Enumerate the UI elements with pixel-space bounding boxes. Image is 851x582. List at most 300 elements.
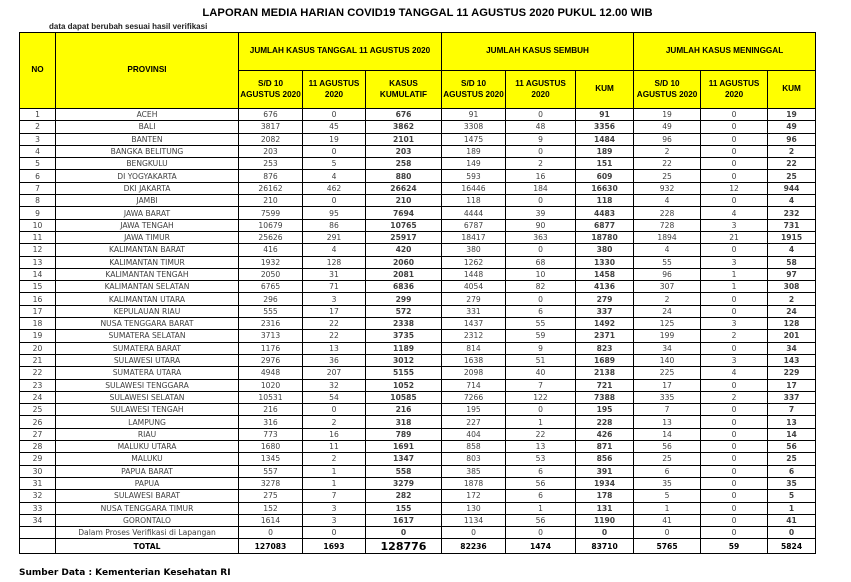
table-row: [20, 391, 816, 403]
meninggal-kum: 41: [768, 514, 816, 526]
kasus-kumulatif: 10585: [366, 391, 442, 403]
sembuh-sd10: 18417: [442, 231, 506, 243]
province-name: SUMATERA UTARA: [56, 367, 239, 379]
meninggal-hari: 0: [701, 465, 768, 477]
meninggal-kum: 731: [768, 219, 816, 231]
total-meninggal-kum: 5824: [768, 539, 816, 554]
province-name: PAPUA: [56, 477, 239, 489]
meninggal-sd10: 932: [634, 182, 701, 194]
kasus-kumulatif: 1189: [366, 342, 442, 354]
row-no: 33: [20, 502, 56, 514]
meninggal-hari: 0: [701, 133, 768, 145]
kasus-kumulatif: 3279: [366, 477, 442, 489]
kasus-sd10: 275: [239, 490, 303, 502]
kasus-hari: 22: [303, 330, 366, 342]
province-name: MALUKU UTARA: [56, 441, 239, 453]
meninggal-sd10: 24: [634, 305, 701, 317]
table-row: [20, 416, 816, 428]
kasus-sd10: 1345: [239, 453, 303, 465]
kasus-sd10: 1680: [239, 441, 303, 453]
meninggal-kum: 1915: [768, 231, 816, 243]
meninggal-hari: 21: [701, 231, 768, 243]
sembuh-kum: 1330: [576, 256, 634, 268]
row-no: 18: [20, 318, 56, 330]
kasus-hari: 4: [303, 244, 366, 256]
province-name: KALIMANTAN TIMUR: [56, 256, 239, 268]
sembuh-hari: 0: [506, 109, 576, 121]
kasus-hari: 4: [303, 170, 366, 182]
sembuh-kum: 1492: [576, 318, 634, 330]
sembuh-hari: 6: [506, 305, 576, 317]
kasus-sd10: 2976: [239, 354, 303, 366]
meninggal-kum: 2: [768, 293, 816, 305]
province-name: NUSA TENGGARA TIMUR: [56, 502, 239, 514]
table-row: [20, 453, 816, 465]
meninggal-kum: 34: [768, 342, 816, 354]
kasus-hari: 3: [303, 293, 366, 305]
sembuh-hari: 0: [506, 244, 576, 256]
kasus-kumulatif: 3862: [366, 121, 442, 133]
kasus-kumulatif: 420: [366, 244, 442, 256]
kasus-kumulatif: 26624: [366, 182, 442, 194]
meninggal-sd10: 140: [634, 354, 701, 366]
kasus-hari: 128: [303, 256, 366, 268]
table-row: [20, 170, 816, 182]
meninggal-sd10: 25: [634, 453, 701, 465]
province-name: SULAWESI BARAT: [56, 490, 239, 502]
kasus-kumulatif: 210: [366, 195, 442, 207]
sembuh-kum: 0: [576, 527, 634, 539]
sembuh-sd10: 814: [442, 342, 506, 354]
meninggal-sd10: 22: [634, 158, 701, 170]
total-label: TOTAL: [56, 539, 239, 554]
province-name: SULAWESI TENGGARA: [56, 379, 239, 391]
province-name: MALUKU: [56, 453, 239, 465]
meninggal-kum: 6: [768, 465, 816, 477]
kasus-hari: 5: [303, 158, 366, 170]
meninggal-hari: 0: [701, 158, 768, 170]
meninggal-hari: 3: [701, 219, 768, 231]
sembuh-sd10: 16446: [442, 182, 506, 194]
table-row: [20, 354, 816, 366]
sembuh-sd10: 130: [442, 502, 506, 514]
kasus-sd10: 10679: [239, 219, 303, 231]
sembuh-hari: 13: [506, 441, 576, 453]
sembuh-sd10: 2098: [442, 367, 506, 379]
row-no: 30: [20, 465, 56, 477]
meninggal-kum: 17: [768, 379, 816, 391]
sembuh-hari: 0: [506, 527, 576, 539]
meninggal-sd10: 1: [634, 502, 701, 514]
meninggal-hari: 0: [701, 293, 768, 305]
table-row: [20, 428, 816, 440]
sembuh-sd10: 189: [442, 145, 506, 157]
table-body: [20, 109, 816, 539]
meninggal-sd10: 25: [634, 170, 701, 182]
kasus-hari: 462: [303, 182, 366, 194]
kasus-kumulatif: 5155: [366, 367, 442, 379]
header-sembuh-kum: KUM: [576, 71, 634, 109]
meninggal-kum: 24: [768, 305, 816, 317]
meninggal-hari: 0: [701, 428, 768, 440]
kasus-hari: 2: [303, 453, 366, 465]
province-name: KALIMANTAN BARAT: [56, 244, 239, 256]
sembuh-sd10: 4444: [442, 207, 506, 219]
report-title: LAPORAN MEDIA HARIAN COVID19 TANGGAL 11 AGUSTUS 2020 PUKUL 12.00 WIB: [202, 7, 653, 19]
province-name: BANGKA BELITUNG: [56, 145, 239, 157]
province-name: DI YOGYAKARTA: [56, 170, 239, 182]
meninggal-hari: 0: [701, 195, 768, 207]
meninggal-kum: 35: [768, 477, 816, 489]
meninggal-hari: 0: [701, 305, 768, 317]
sembuh-kum: 16630: [576, 182, 634, 194]
meninggal-sd10: 34: [634, 342, 701, 354]
sembuh-kum: 426: [576, 428, 634, 440]
meninggal-hari: 4: [701, 207, 768, 219]
kasus-hari: 13: [303, 342, 366, 354]
kasus-hari: 11: [303, 441, 366, 453]
sembuh-kum: 131: [576, 502, 634, 514]
table-row: [20, 195, 816, 207]
meninggal-hari: 0: [701, 453, 768, 465]
header-group-sembuh: JUMLAH KASUS SEMBUH: [442, 33, 634, 71]
total-kasus-sd10: 127083: [239, 539, 303, 554]
kasus-sd10: 316: [239, 416, 303, 428]
meninggal-hari: 0: [701, 121, 768, 133]
table-row: [20, 145, 816, 157]
kasus-hari: 95: [303, 207, 366, 219]
total-sembuh-sd10: 82236: [442, 539, 506, 554]
total-kasus-hari: 1693: [303, 539, 366, 554]
province-name: ACEH: [56, 109, 239, 121]
meninggal-sd10: 13: [634, 416, 701, 428]
kasus-sd10: 3713: [239, 330, 303, 342]
province-name: JAMBI: [56, 195, 239, 207]
header-meninggal-sd10: S/D 10 AGUSTUS 2020: [634, 71, 701, 109]
sembuh-hari: 39: [506, 207, 576, 219]
sembuh-kum: 4483: [576, 207, 634, 219]
table-row: [20, 244, 816, 256]
kasus-sd10: 0: [239, 527, 303, 539]
kasus-hari: 7: [303, 490, 366, 502]
sembuh-kum: 6877: [576, 219, 634, 231]
sembuh-sd10: 331: [442, 305, 506, 317]
kasus-hari: 0: [303, 145, 366, 157]
kasus-hari: 0: [303, 195, 366, 207]
sembuh-sd10: 1134: [442, 514, 506, 526]
meninggal-hari: 0: [701, 170, 768, 182]
kasus-hari: 22: [303, 318, 366, 330]
meninggal-hari: 1: [701, 281, 768, 293]
sembuh-hari: 90: [506, 219, 576, 231]
sembuh-kum: 721: [576, 379, 634, 391]
table-row: [20, 367, 816, 379]
kasus-sd10: 25626: [239, 231, 303, 243]
table-row: [20, 441, 816, 453]
kasus-kumulatif: 318: [366, 416, 442, 428]
kasus-kumulatif: 558: [366, 465, 442, 477]
kasus-kumulatif: 0: [366, 527, 442, 539]
kasus-sd10: 876: [239, 170, 303, 182]
kasus-kumulatif: 299: [366, 293, 442, 305]
kasus-sd10: 152: [239, 502, 303, 514]
kasus-kumulatif: 789: [366, 428, 442, 440]
sembuh-hari: 59: [506, 330, 576, 342]
row-no: 2: [20, 121, 56, 133]
kasus-sd10: 1020: [239, 379, 303, 391]
kasus-hari: 2: [303, 416, 366, 428]
kasus-kumulatif: 282: [366, 490, 442, 502]
province-name: JAWA TENGAH: [56, 219, 239, 231]
kasus-kumulatif: 2101: [366, 133, 442, 145]
sembuh-sd10: 1638: [442, 354, 506, 366]
kasus-kumulatif: 880: [366, 170, 442, 182]
meninggal-kum: 49: [768, 121, 816, 133]
meninggal-hari: 0: [701, 416, 768, 428]
meninggal-kum: 143: [768, 354, 816, 366]
meninggal-kum: 25: [768, 453, 816, 465]
sembuh-sd10: 1475: [442, 133, 506, 145]
header-kasus-hari: 11 AGUSTUS 2020: [303, 71, 366, 109]
meninggal-kum: 232: [768, 207, 816, 219]
table-row: [20, 404, 816, 416]
meninggal-hari: 0: [701, 527, 768, 539]
meninggal-sd10: 2: [634, 145, 701, 157]
meninggal-kum: 22: [768, 158, 816, 170]
sembuh-hari: 2: [506, 158, 576, 170]
meninggal-hari: 0: [701, 477, 768, 489]
kasus-sd10: 26162: [239, 182, 303, 194]
header-sembuh-hari: 11 AGUSTUS 2020: [506, 71, 576, 109]
row-no: 28: [20, 441, 56, 453]
province-name: SUMATERA SELATAN: [56, 330, 239, 342]
meninggal-kum: 1: [768, 502, 816, 514]
row-no: 25: [20, 404, 56, 416]
sembuh-kum: 2138: [576, 367, 634, 379]
meninggal-hari: 4: [701, 367, 768, 379]
kasus-sd10: 2082: [239, 133, 303, 145]
meninggal-sd10: 5: [634, 490, 701, 502]
header-no: NO: [20, 33, 56, 109]
row-no: 19: [20, 330, 56, 342]
kasus-sd10: 557: [239, 465, 303, 477]
sembuh-kum: 279: [576, 293, 634, 305]
sembuh-hari: 7: [506, 379, 576, 391]
sembuh-hari: 6: [506, 490, 576, 502]
kasus-hari: 0: [303, 404, 366, 416]
kasus-hari: 16: [303, 428, 366, 440]
table-row: [20, 231, 816, 243]
sembuh-kum: 609: [576, 170, 634, 182]
sembuh-hari: 40: [506, 367, 576, 379]
kasus-sd10: 1932: [239, 256, 303, 268]
sembuh-kum: 856: [576, 453, 634, 465]
table-row: [20, 330, 816, 342]
meninggal-hari: 2: [701, 391, 768, 403]
sembuh-hari: 9: [506, 342, 576, 354]
kasus-sd10: 10531: [239, 391, 303, 403]
data-source: Sumber Data : Kementerian Kesehatan RI: [19, 568, 231, 578]
report-subtitle: data dapat berubah sesuai hasil verifikasi: [49, 22, 208, 31]
province-name: DKI JAKARTA: [56, 182, 239, 194]
meninggal-hari: 0: [701, 244, 768, 256]
sembuh-kum: 1190: [576, 514, 634, 526]
province-name: SULAWESI UTARA: [56, 354, 239, 366]
province-name: KALIMANTAN UTARA: [56, 293, 239, 305]
meninggal-hari: 0: [701, 502, 768, 514]
kasus-hari: 71: [303, 281, 366, 293]
sembuh-kum: 118: [576, 195, 634, 207]
meninggal-kum: 0: [768, 527, 816, 539]
kasus-kumulatif: 216: [366, 404, 442, 416]
sembuh-kum: 178: [576, 490, 634, 502]
row-no: 26: [20, 416, 56, 428]
kasus-hari: 45: [303, 121, 366, 133]
sembuh-kum: 1458: [576, 268, 634, 280]
kasus-sd10: 216: [239, 404, 303, 416]
sembuh-kum: 151: [576, 158, 634, 170]
province-name: SUMATERA BARAT: [56, 342, 239, 354]
row-no: 14: [20, 268, 56, 280]
row-no: 7: [20, 182, 56, 194]
header-group-meninggal: JUMLAH KASUS MENINGGAL: [634, 33, 816, 71]
table-row: [20, 219, 816, 231]
total-meninggal-hari: 59: [701, 539, 768, 554]
row-no: 24: [20, 391, 56, 403]
row-no: 6: [20, 170, 56, 182]
table-row: [20, 465, 816, 477]
kasus-sd10: 203: [239, 145, 303, 157]
kasus-sd10: 3817: [239, 121, 303, 133]
province-name: NUSA TENGGARA BARAT: [56, 318, 239, 330]
table-row: [20, 158, 816, 170]
row-no: 3: [20, 133, 56, 145]
sembuh-sd10: 858: [442, 441, 506, 453]
kasus-sd10: 296: [239, 293, 303, 305]
sembuh-hari: 184: [506, 182, 576, 194]
row-no: 4: [20, 145, 56, 157]
meninggal-kum: 5: [768, 490, 816, 502]
sembuh-sd10: 149: [442, 158, 506, 170]
meninggal-kum: 25: [768, 170, 816, 182]
row-no: 16: [20, 293, 56, 305]
kasus-sd10: 773: [239, 428, 303, 440]
kasus-hari: 0: [303, 527, 366, 539]
meninggal-sd10: 55: [634, 256, 701, 268]
sembuh-sd10: 1448: [442, 268, 506, 280]
meninggal-hari: 0: [701, 379, 768, 391]
kasus-kumulatif: 572: [366, 305, 442, 317]
sembuh-sd10: 1437: [442, 318, 506, 330]
row-no: 32: [20, 490, 56, 502]
table-row: [20, 514, 816, 526]
meninggal-kum: 2: [768, 145, 816, 157]
meninggal-hari: 12: [701, 182, 768, 194]
kasus-sd10: 210: [239, 195, 303, 207]
province-name: BENGKULU: [56, 158, 239, 170]
kasus-kumulatif: 2338: [366, 318, 442, 330]
meninggal-sd10: 6: [634, 465, 701, 477]
total-kasus-kumulatif: 128776: [366, 539, 442, 554]
province-name: JAWA BARAT: [56, 207, 239, 219]
sembuh-sd10: 803: [442, 453, 506, 465]
row-no: 11: [20, 231, 56, 243]
table-row: [20, 305, 816, 317]
province-name: Dalam Proses Verifikasi di Lapangan: [56, 527, 239, 539]
meninggal-sd10: 125: [634, 318, 701, 330]
sembuh-kum: 7388: [576, 391, 634, 403]
row-no: 22: [20, 367, 56, 379]
meninggal-hari: 0: [701, 404, 768, 416]
sembuh-sd10: 2312: [442, 330, 506, 342]
kasus-kumulatif: 3012: [366, 354, 442, 366]
meninggal-kum: 201: [768, 330, 816, 342]
table-row: [20, 268, 816, 280]
header-meninggal-kum: KUM: [768, 71, 816, 109]
province-name: SULAWESI TENGAH: [56, 404, 239, 416]
header-provinsi: PROVINSI: [56, 33, 239, 109]
kasus-hari: 1: [303, 477, 366, 489]
province-name: SULAWESI SELATAN: [56, 391, 239, 403]
sembuh-sd10: 1878: [442, 477, 506, 489]
province-name: GORONTALO: [56, 514, 239, 526]
sembuh-hari: 0: [506, 404, 576, 416]
sembuh-hari: 122: [506, 391, 576, 403]
meninggal-kum: 337: [768, 391, 816, 403]
row-no: 27: [20, 428, 56, 440]
province-name: JAWA TIMUR: [56, 231, 239, 243]
sembuh-hari: 363: [506, 231, 576, 243]
sembuh-hari: 9: [506, 133, 576, 145]
meninggal-hari: 3: [701, 354, 768, 366]
sembuh-kum: 1689: [576, 354, 634, 366]
sembuh-sd10: 385: [442, 465, 506, 477]
sembuh-sd10: 172: [442, 490, 506, 502]
kasus-sd10: 676: [239, 109, 303, 121]
province-name: KALIMANTAN SELATAN: [56, 281, 239, 293]
sembuh-hari: 56: [506, 477, 576, 489]
sembuh-hari: 68: [506, 256, 576, 268]
kasus-sd10: 4948: [239, 367, 303, 379]
table-row: [20, 133, 816, 145]
meninggal-sd10: 199: [634, 330, 701, 342]
meninggal-hari: 0: [701, 490, 768, 502]
meninggal-kum: 308: [768, 281, 816, 293]
row-no: 1: [20, 109, 56, 121]
meninggal-kum: 944: [768, 182, 816, 194]
meninggal-kum: 4: [768, 195, 816, 207]
table-row: [20, 477, 816, 489]
meninggal-sd10: 307: [634, 281, 701, 293]
row-no: 12: [20, 244, 56, 256]
kasus-kumulatif: 25917: [366, 231, 442, 243]
kasus-kumulatif: 7694: [366, 207, 442, 219]
kasus-hari: 3: [303, 514, 366, 526]
meninggal-kum: 19: [768, 109, 816, 121]
kasus-sd10: 555: [239, 305, 303, 317]
meninggal-sd10: 19: [634, 109, 701, 121]
table-row: [20, 293, 816, 305]
sembuh-kum: 18780: [576, 231, 634, 243]
row-no: 29: [20, 453, 56, 465]
table-row: [20, 342, 816, 354]
table-row: [20, 256, 816, 268]
meninggal-sd10: 728: [634, 219, 701, 231]
sembuh-kum: 823: [576, 342, 634, 354]
kasus-hari: 31: [303, 268, 366, 280]
row-no: 5: [20, 158, 56, 170]
meninggal-kum: 97: [768, 268, 816, 280]
